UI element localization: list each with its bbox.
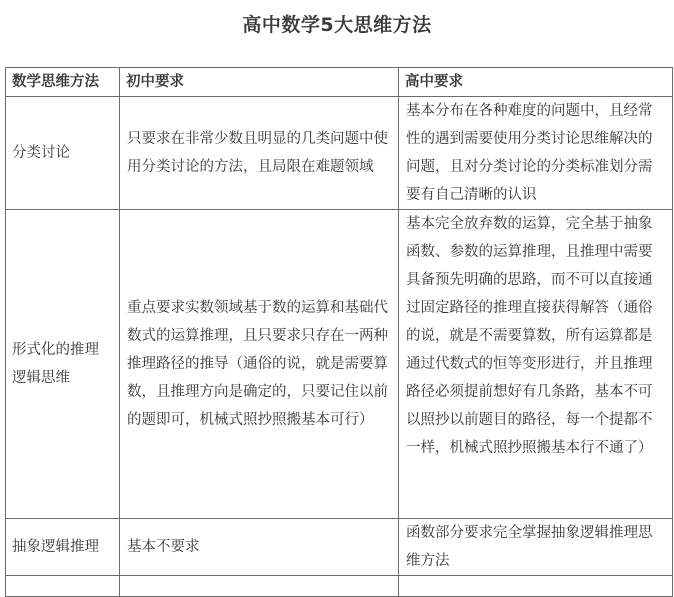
table-row [6, 210, 673, 519]
comparison-table [5, 67, 673, 597]
cell-topic: 分类讨论 [6, 97, 120, 210]
header-junior-requirement: 初中要求 [120, 68, 399, 97]
table-header-row [6, 68, 673, 97]
cell-senior: 基本完全放弃数的运算，完全基于抽象函数、参数的运算推理，且推理中需要具备预先明确的思路，而不可以直接通过固定路径的推理直接获得解答（通俗的说，就是不需要算数，所有运算都是通过代数式的恒等变形进行，并且推理路径必须提前想好有几条路，基本不可以照抄以前题目的路径，每一个提都不一样，机械式照抄照搬基本行不通了） [399, 210, 673, 519]
cell-junior: 基本不要求 [120, 519, 399, 576]
table-row [6, 97, 673, 210]
cell-topic: 形式化的推理逻辑思维 [6, 210, 120, 519]
cell-junior: 只要求在非常少数且明显的几类问题中使用分类讨论的方法，且局限在难题领域 [120, 97, 399, 210]
table-row [6, 519, 673, 576]
header-senior-requirement: 高中要求 [399, 68, 673, 97]
page-title: 高中数学5大思维方法 [242, 14, 432, 36]
cell-senior: 函数部分要求完全掌握抽象逻辑推理思维方法 [399, 519, 673, 576]
cell-senior: 基本分布在各种难度的问题中，且经常性的遇到需要使用分类讨论思维解决的问题，且对分类讨论的分类标准划分需要有自己清晰的认识 [399, 97, 673, 210]
header-method: 数学思维方法 [6, 68, 120, 97]
cell-junior: 重点要求实数领域基于数的运算和基础代数式的运算推理，且只要求只存在一两种推理路径的推导（通俗的说，就是需要算数，且推理方向是确定的，只要记住以前的题即可，机械式照抄照搬基本可行） [120, 210, 399, 519]
cell-topic: 抽象逻辑推理 [6, 519, 120, 576]
